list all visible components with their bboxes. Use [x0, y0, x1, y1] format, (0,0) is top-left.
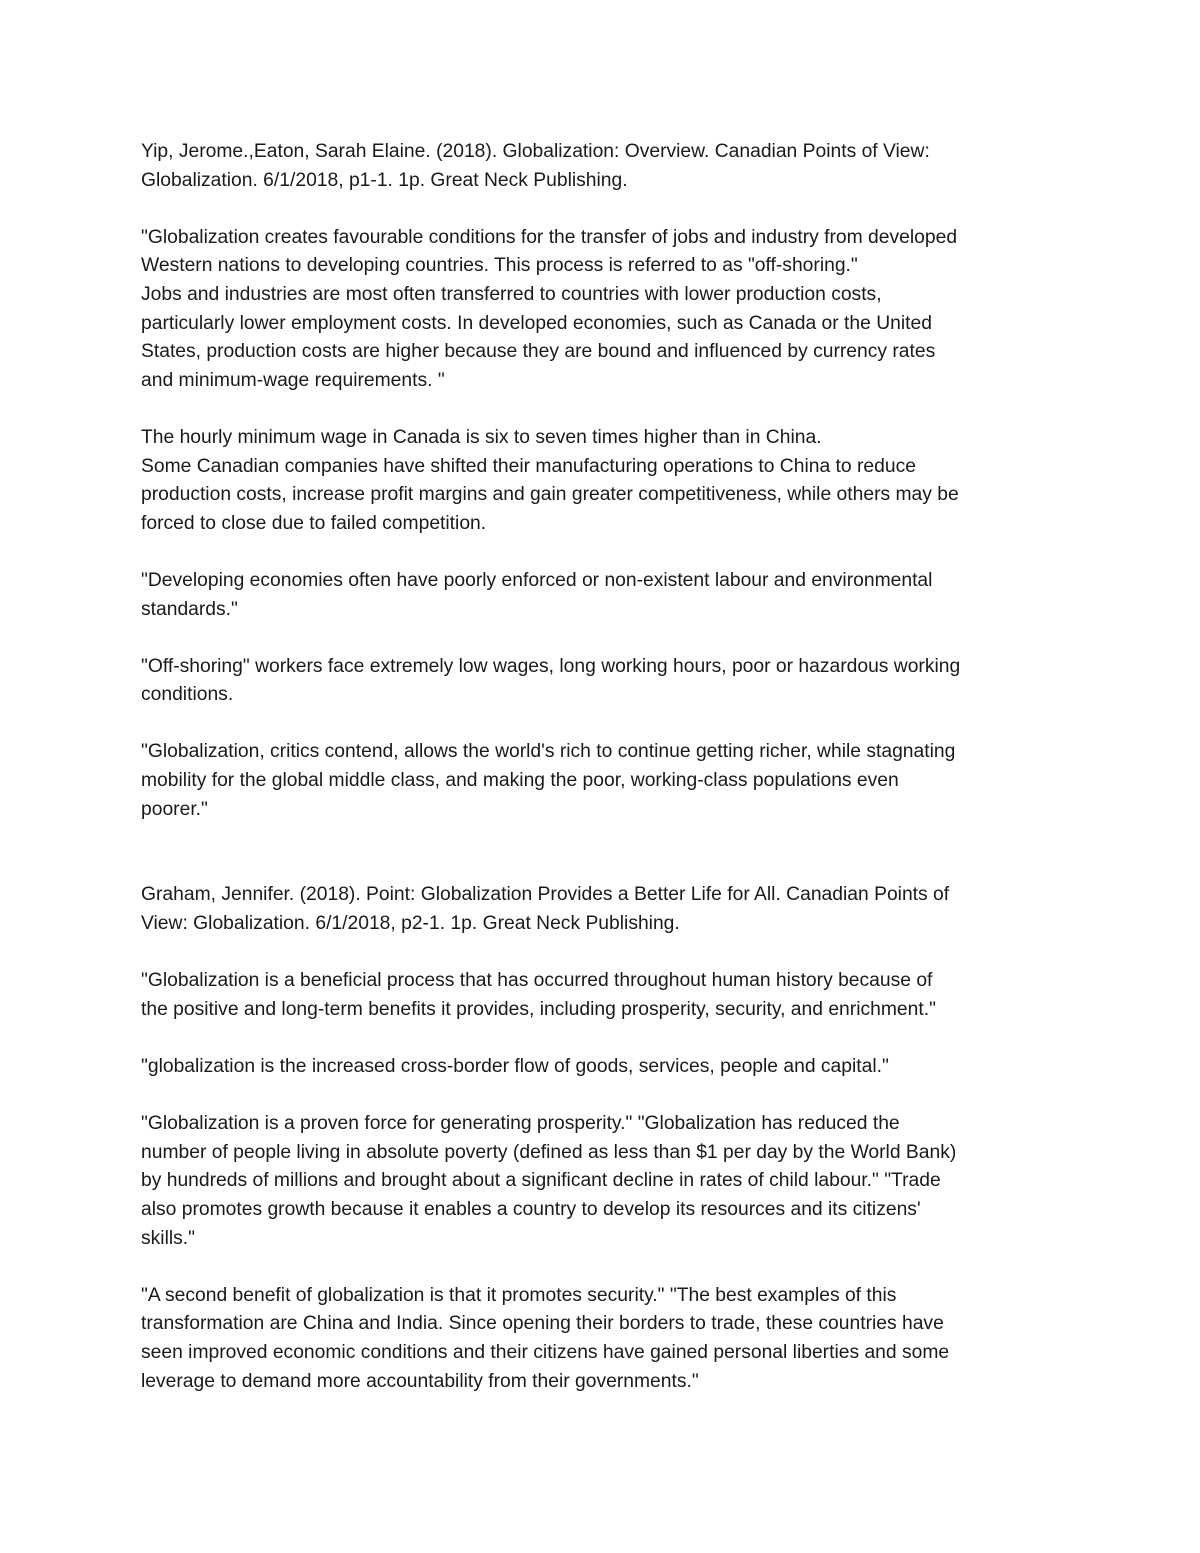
text-line: The hourly minimum wage in Canada is six to seven times higher than in China. — [141, 426, 822, 448]
text-line: standards." — [141, 598, 238, 620]
citation-yip-eaton — [141, 138, 1071, 195]
document-body — [141, 138, 1071, 1425]
text-line: Graham, Jennifer. (2018). Point: Globalization Provides a Better Life for All. Canadian Points of — [141, 884, 950, 906]
text-line: "Globalization is a beneficial process that has occurred throughout human history because of — [141, 970, 933, 992]
text-line: "Off-shoring" workers face extremely low wages, long working hours, poor or hazardous working — [141, 655, 961, 677]
quote-paragraph — [141, 567, 1071, 624]
text-line: Some Canadian companies have shifted their manufacturing operations to China to reduce — [141, 455, 916, 477]
text-line: poorer." — [141, 798, 208, 820]
quote-paragraph — [141, 738, 1071, 824]
text-line: production costs, increase profit margins and gain greater competitiveness, while others may be — [141, 484, 959, 506]
text-line: Western nations to developing countries. This process is referred to as "off-shoring." — [141, 255, 858, 277]
citation-graham — [141, 881, 1071, 938]
text-line: by hundreds of millions and brought about a significant decline in rates of child labour." "Trade — [141, 1170, 941, 1192]
text-line: also promotes growth because it enables a country to develop its resources and its citizens' — [141, 1198, 921, 1220]
text-line: "Globalization, critics contend, allows the world's rich to continue getting richer, while stagnating — [141, 741, 956, 763]
text-line: forced to close due to failed competition. — [141, 512, 487, 534]
text-line: States, production costs are higher because they are bound and influenced by currency rates — [141, 341, 936, 363]
text-line: "globalization is the increased cross-border flow of goods, services, people and capital." — [141, 1056, 889, 1077]
text-line: skills." — [141, 1227, 195, 1249]
text-line: "A second benefit of globalization is that it promotes security." "The best examples of this — [141, 1284, 897, 1306]
text-line: transformation are China and India. Since opening their borders to trade, these countries have — [141, 1313, 944, 1335]
text-line: View: Globalization. 6/1/2018, p2-1. 1p. Great Neck Publishing. — [141, 913, 680, 935]
text-line: "Globalization is a proven force for generating prosperity." "Globalization has reduced the — [141, 1113, 900, 1135]
text-line: "Developing economies often have poorly enforced or non-existent labour and environmental — [141, 569, 933, 591]
note-paragraph — [141, 424, 1071, 538]
section-divider-space — [141, 853, 1071, 882]
quote-paragraph — [141, 1053, 1071, 1082]
quote-paragraph — [141, 224, 1071, 396]
text-line: seen improved economic conditions and their citizens have gained personal liberties and some — [141, 1341, 950, 1363]
text-line: the positive and long-term benefits it provides, including prosperity, security, and enrichment." — [141, 998, 936, 1020]
text-line: Jobs and industries are most often transferred to countries with lower production costs, — [141, 283, 882, 305]
quote-paragraph — [141, 967, 1071, 1024]
text-line: and minimum-wage requirements. " — [141, 369, 445, 391]
text-line: particularly lower employment costs. In developed economies, such as Canada or the United — [141, 312, 932, 334]
text-line: "Globalization creates favourable conditions for the transfer of jobs and industry from developed — [141, 226, 958, 248]
text-line: Globalization. 6/1/2018, p1-1. 1p. Great Neck Publishing. — [141, 169, 628, 191]
text-line: Yip, Jerome.,Eaton, Sarah Elaine. (2018). Globalization: Overview. Canadian Points of View: — [141, 141, 930, 162]
text-line: number of people living in absolute poverty (defined as less than $1 per day by the World Bank) — [141, 1141, 957, 1163]
quote-paragraph — [141, 1282, 1071, 1396]
text-line: conditions. — [141, 684, 234, 706]
note-paragraph — [141, 653, 1071, 710]
text-line: leverage to demand more accountability from their governments." — [141, 1370, 699, 1392]
quote-paragraph — [141, 1110, 1071, 1253]
text-line: mobility for the global middle class, and making the poor, working-class populations even — [141, 770, 899, 792]
